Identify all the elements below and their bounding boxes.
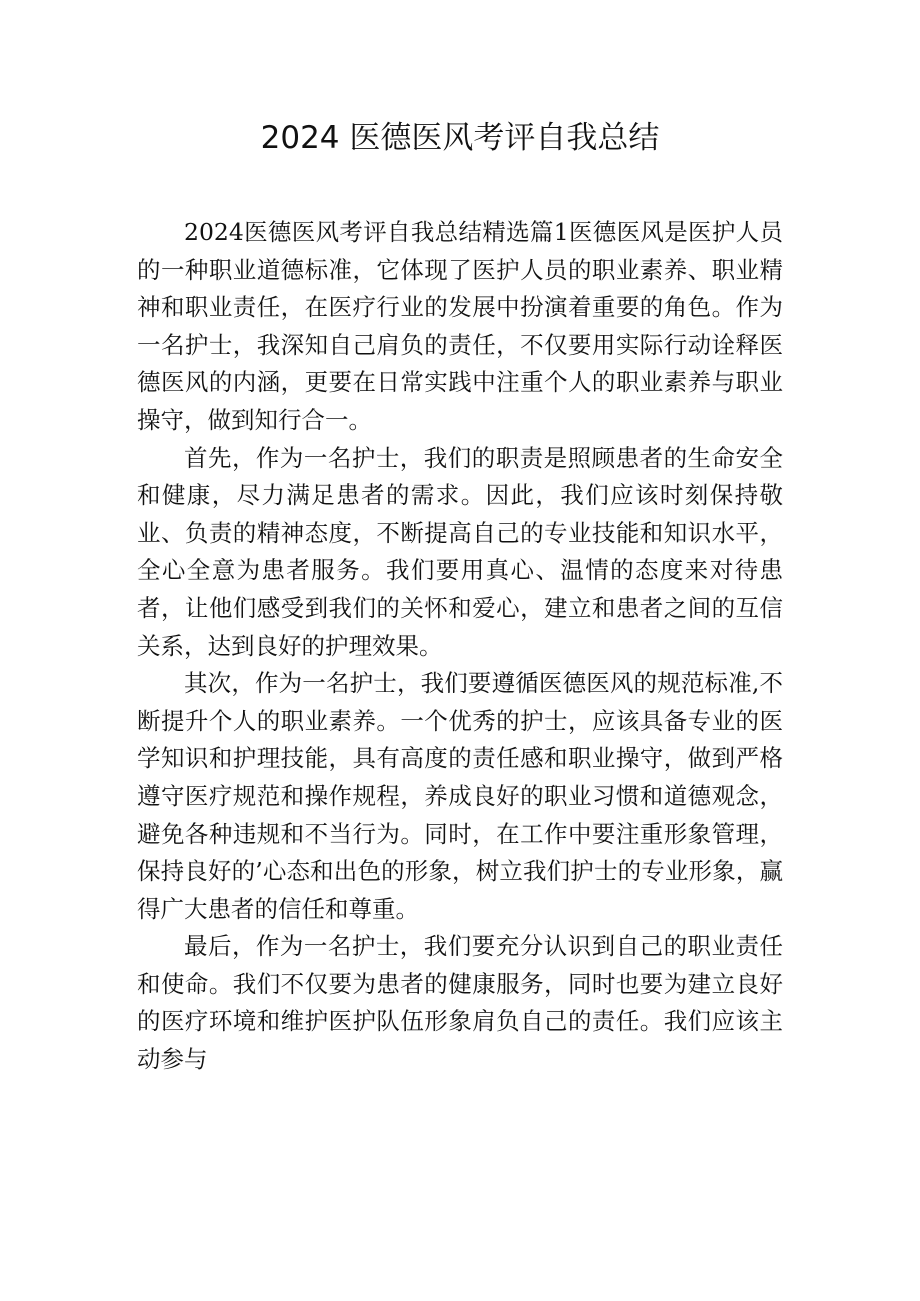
document-body — [137, 214, 783, 1079]
paragraph-first: 首先，作为一名护士，我们的职责是照顾患者的生命安全和健康，尽力满足患者的需求。因此，我们应该时刻保持敬业、负责的精神态度，不断提高自己的专业技能和知识水平，全心全意为患者服务。我们要用真心、温情的态度来对待患者，让他们感受到我们的关怀和爱心，建立和患者之间的互信关系，达到良好的护理效果。 — [137, 443, 783, 660]
paragraph-intro: 2024医德医风考评自我总结精选篇1医德医风是医护人员的一种职业道德标准，它体现了医护人员的职业素养、职业精神和职业责任，在医疗行业的发展中扮演着重要的角色。作为一名护士，我深知自己肩负的责任，不仅要用实际行动诠释医德医风的内涵，更要在日常实践中注重个人的职业素养与职业操守，做到知行合一。 — [137, 218, 783, 434]
document-title: 2024 医德医风考评自我总结 — [260, 120, 660, 156]
paragraph-second: 其次，作为一名护士，我们要遵循医德医风的规范标准,不断提升个人的职业素养。一个优秀的护士，应该具备专业的医学知识和护理技能，具有高度的责任感和职业操守，做到严格遵守医疗规范和操作规程，养成良好的职业习惯和道德观念，避免各种违规和不当行为。同时，在工作中要注重形象管理，保持良好的’心态和出色的形象，树立我们护士的专业形象，赢得广大患者的信任和尊重。 — [137, 669, 783, 923]
paragraph-last: 最后，作为一名护士，我们要充分认识到自己的职业责任和使命。我们不仅要为患者的健康服务，同时也要为建立良好的医疗环境和维护医护队伍形象肩负自己的责任。我们应该主动参与 — [137, 932, 783, 1074]
